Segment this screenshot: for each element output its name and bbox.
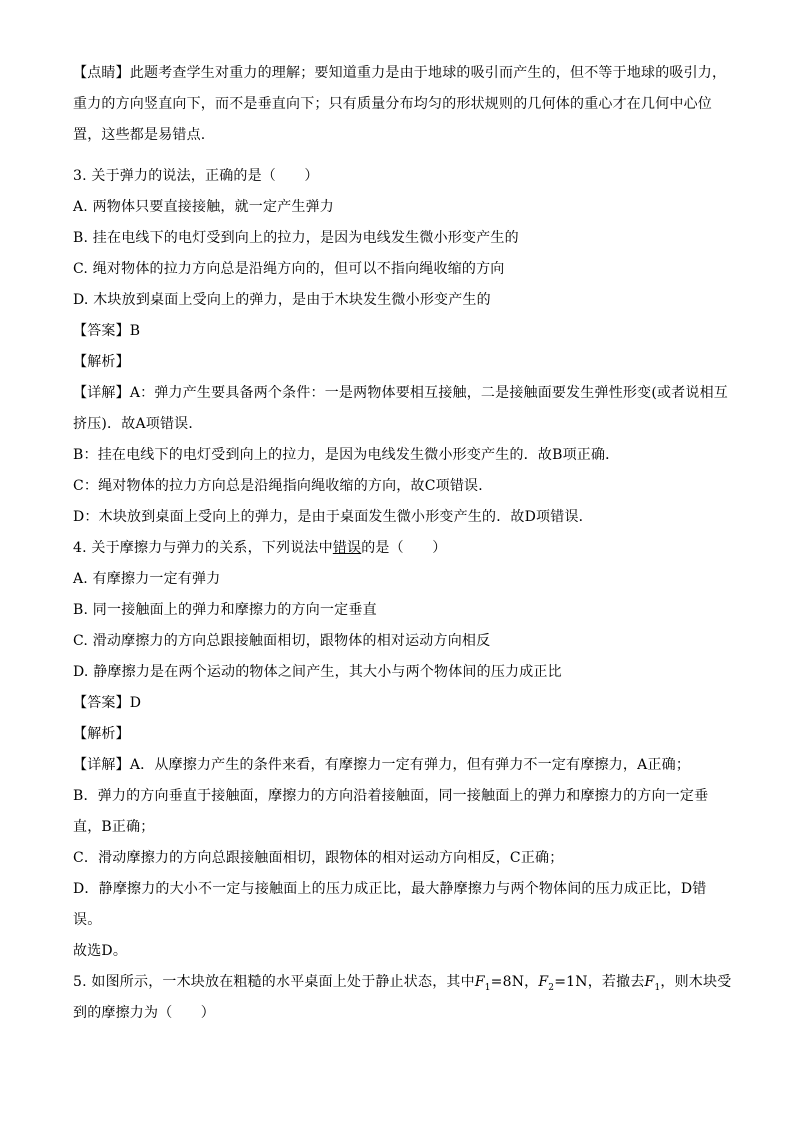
force-symbol: F [644,974,655,990]
detail-b: B．弹力的方向垂直于接触面，摩擦力的方向沿着接触面，同一接触面上的弹力和摩擦力的方向一定垂直，B正确； [73,788,709,835]
question-4 [73,533,733,967]
detail-c: C．滑动摩擦力的方向总跟接触面相切，跟物体的相对运动方向相反，C正确； [73,850,564,866]
detail-c: C：绳对物体的拉力方向总是沿绳指向绳收缩的方向，故C项错误． [73,478,493,494]
question-3 [73,161,733,533]
question-stem [73,533,733,564]
option-d: D. 静摩擦力是在两个运动的物体之间产生，其大小与两个物体间的压力成正比 [73,664,562,680]
force-symbol: F [538,974,549,990]
commentary-paragraph [73,58,733,151]
detail-a [73,378,733,440]
stem-after: 的是（ ） [361,540,447,556]
detail-d: D．静摩擦力的大小不一定与接触面上的压力成正比，最大静摩擦力与两个物体间的压力成正比，D错误。 [73,881,707,928]
subscript-2: 2 [548,982,555,993]
detail-b: B：挂在电线下的电灯受到向上的拉力，是因为电线发生微小形变产生的．故B项正确． [73,447,620,463]
detail-label: 【详解】 [73,757,130,773]
option-c: C. 绳对物体的拉力方向总是沿绳方向的，但可以不指向绳收缩的方向 [73,261,505,277]
answer-line: 【答案】B [73,323,141,339]
option-c: C. 滑动摩擦力的方向总跟接触面相切，跟物体的相对运动方向相反 [73,633,491,649]
force-symbol: F [474,974,485,990]
question-stem [73,967,733,1029]
detail-d: D：木块放到桌面上受向上的弹力，是由于桌面发生微小形变产生的．故D项错误． [73,509,593,525]
option-a: A. 有摩擦力一定有弹力 [73,571,221,587]
stem-before: 4. 关于摩擦力与弹力的关系，下列说法中 [73,540,333,556]
option-b: B. 挂在电线下的电灯受到向上的拉力，是因为电线发生微小形变产生的 [73,230,519,246]
analysis-label: 【解析】 [73,354,130,370]
force-1-value: =8N， [490,974,539,990]
subscript-1: 1 [484,982,491,993]
question-5 [73,967,733,1029]
detail-text: A：弹力产生要具备两个条件：一是两物体要相互接触，二是接触面要发生弹性形变(或者说相互挤压)．故A项错误． [73,385,728,432]
analysis-label: 【解析】 [73,726,130,742]
detail-a [73,750,733,781]
force-2-value: =1N，若撤去 [554,974,645,990]
detail-label: 【详解】 [73,385,130,401]
commentary-text: 此题考查学生对重力的理解；要知道重力是由于地球的吸引而产生的，但不等于地球的吸引力，重力的方向竖直向下，而不是垂直向下；只有质量分布均匀的形状规则的几何体的重心才在几何中心位置，这些都是易错点. [73,65,727,143]
option-d: D. 木块放到桌面上受向上的弹力，是由于木块发生微小形变产生的 [73,292,491,308]
option-a: A. 两物体只要直接接触，就一定产生弹力 [73,199,335,215]
option-b: B. 同一接触面上的弹力和摩擦力的方向一定垂直 [73,602,377,618]
detail-text: A．从摩擦力产生的条件来看，有摩擦力一定有弹力，但有弹力不一定有摩擦力，A正确； [129,757,691,773]
document-page [73,58,733,1029]
stem-part-1: 5. 如图所示，一木块放在粗糙的水平桌面上处于静止状态，其中 [73,974,475,990]
stem-part-2: ，则木块受到的摩擦力为（ ） [73,974,732,1021]
question-stem: 3. 关于弹力的说法，正确的是（ ） [73,168,319,184]
answer-line: 【答案】D [73,695,142,711]
subscript-1: 1 [654,982,661,993]
stem-underlined-word: 错误 [332,540,362,556]
commentary-label: 【点睛】 [73,65,130,81]
conclusion: 故选D。 [73,943,128,959]
